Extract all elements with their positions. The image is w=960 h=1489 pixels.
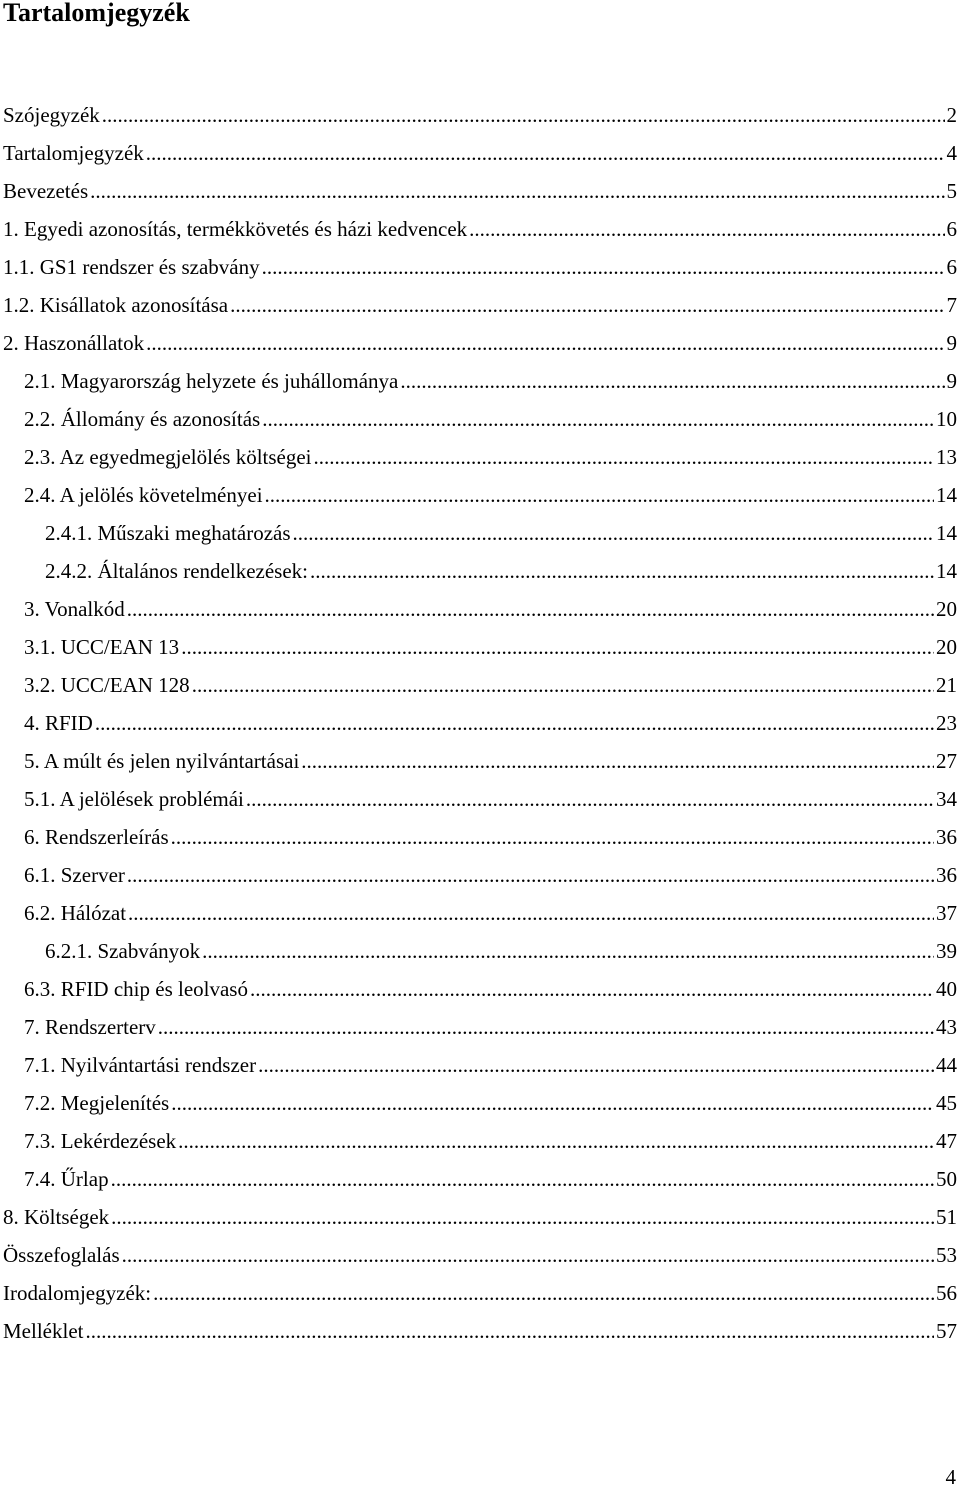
toc-entry-page: 37 xyxy=(936,901,957,925)
toc-entry-label: Összefoglalás xyxy=(3,1243,120,1267)
toc-entry-label: 3.1. UCC/EAN 13 xyxy=(24,635,180,659)
toc-entry-label: Melléklet xyxy=(3,1319,84,1343)
toc-entry[interactable] xyxy=(3,704,957,742)
toc-entry-page: 4 xyxy=(946,141,957,165)
dot-leader xyxy=(262,248,945,286)
dot-leader xyxy=(111,1198,934,1236)
toc-entry-page: 36 xyxy=(936,863,957,887)
toc-entry-label: Bevezetés xyxy=(3,179,89,203)
toc-entry-page: 56 xyxy=(936,1281,957,1305)
dot-leader xyxy=(171,1084,934,1122)
toc-entry-page: 57 xyxy=(936,1319,957,1343)
dot-leader xyxy=(192,666,934,704)
dot-leader xyxy=(301,742,934,780)
dot-leader xyxy=(202,932,934,970)
toc-entry-page: 13 xyxy=(936,445,957,469)
toc-entry[interactable] xyxy=(3,742,957,780)
toc-entry[interactable] xyxy=(3,438,957,476)
toc-entry-page: 6 xyxy=(946,217,957,241)
toc-entry-page: 14 xyxy=(936,559,957,583)
dot-leader xyxy=(293,514,934,552)
toc-entry-label: 7.4. Űrlap xyxy=(24,1167,109,1191)
dot-leader xyxy=(250,970,934,1008)
toc-entry-page: 40 xyxy=(936,977,957,1001)
toc-entry-label: 2.3. Az egyedmegjelölés költségei xyxy=(24,445,312,469)
toc-entry[interactable] xyxy=(3,286,957,324)
toc-entry[interactable] xyxy=(3,400,957,438)
toc-entry-page: 43 xyxy=(936,1015,957,1039)
toc-entry-page: 23 xyxy=(936,711,957,735)
toc-entry[interactable] xyxy=(3,1122,957,1160)
dot-leader xyxy=(246,780,934,818)
toc-entry[interactable] xyxy=(3,894,957,932)
toc-entry-label: 2.1. Magyarország helyzete és juhállománya xyxy=(24,369,399,393)
toc-entry[interactable] xyxy=(3,210,957,248)
toc-entry-label: 2.4.2. Általános rendelkezések: xyxy=(45,559,308,583)
toc-entry[interactable] xyxy=(3,932,957,970)
toc-entry[interactable] xyxy=(3,96,957,134)
toc-entry[interactable] xyxy=(3,362,957,400)
toc-entry[interactable] xyxy=(3,666,957,704)
toc-entry-page: 36 xyxy=(936,825,957,849)
toc-entry[interactable] xyxy=(3,514,957,552)
toc-entry-label: 8. Költségek xyxy=(3,1205,110,1229)
toc-entry-label: 6. Rendszerleírás xyxy=(24,825,169,849)
dot-leader xyxy=(158,1008,934,1046)
toc-entry-page: 7 xyxy=(946,293,957,317)
toc-entry-label: Irodalomjegyzék: xyxy=(3,1281,152,1305)
dot-leader xyxy=(262,400,934,438)
toc-entry-label: 2.2. Állomány és azonosítás xyxy=(24,407,261,431)
toc-entry[interactable] xyxy=(3,780,957,818)
toc-entry-label: 5. A múlt és jelen nyilvántartásai xyxy=(24,749,300,773)
dot-leader xyxy=(90,172,944,210)
dot-leader xyxy=(95,704,934,742)
toc-entry-label: 7. Rendszerterv xyxy=(24,1015,156,1039)
dot-leader xyxy=(469,210,944,248)
toc-entry[interactable] xyxy=(3,1198,957,1236)
dot-leader xyxy=(258,1046,934,1084)
dot-leader xyxy=(122,1236,934,1274)
toc-entry-label: 7.1. Nyilvántartási rendszer xyxy=(24,1053,257,1077)
dot-leader xyxy=(181,628,934,666)
dot-leader xyxy=(111,1160,934,1198)
toc-entry-label: 2.4. A jelölés követelményei xyxy=(24,483,263,507)
toc-entry[interactable] xyxy=(3,1046,957,1084)
toc-entry[interactable] xyxy=(3,1008,957,1046)
dot-leader xyxy=(265,476,934,514)
toc-entry[interactable] xyxy=(3,590,957,628)
toc-entry[interactable] xyxy=(3,324,957,362)
dot-leader xyxy=(85,1312,934,1350)
toc-entry-page: 6 xyxy=(946,255,957,279)
toc-entry-page: 20 xyxy=(936,635,957,659)
toc-entry-label: 3. Vonalkód xyxy=(24,597,125,621)
toc-entry-page: 2 xyxy=(946,103,957,127)
toc-entry-page: 14 xyxy=(936,521,957,545)
toc-entry[interactable] xyxy=(3,134,957,172)
toc-entry[interactable] xyxy=(3,628,957,666)
page-number: 4 xyxy=(945,1465,956,1489)
toc-entry-label: 6.3. RFID chip és leolvasó xyxy=(24,977,248,1001)
dot-leader xyxy=(230,286,944,324)
dot-leader xyxy=(127,856,934,894)
dot-leader xyxy=(400,362,944,400)
dot-leader xyxy=(146,134,945,172)
toc-entry-label: 1. Egyedi azonosítás, termékkövetés és házi kedvencek xyxy=(3,217,468,241)
dot-leader xyxy=(178,1122,934,1160)
toc-entry-page: 44 xyxy=(936,1053,957,1077)
dot-leader xyxy=(171,818,934,856)
toc-entry-label: 3.2. UCC/EAN 128 xyxy=(24,673,190,697)
toc-entry-page: 34 xyxy=(936,787,957,811)
toc-entry-page: 21 xyxy=(936,673,957,697)
toc-entry-page: 47 xyxy=(936,1129,957,1153)
toc-entry-label: 6.2.1. Szabványok xyxy=(45,939,201,963)
toc-entry[interactable] xyxy=(3,970,957,1008)
toc-entry-label: 2.4.1. Műszaki meghatározás xyxy=(45,521,291,545)
toc-entry-label: 7.3. Lekérdezések xyxy=(24,1129,177,1153)
dot-leader xyxy=(146,324,944,362)
dot-leader xyxy=(153,1274,934,1312)
dot-leader xyxy=(102,96,945,134)
toc-entry-page: 45 xyxy=(936,1091,957,1115)
toc-entry-label: 1.2. Kisállatok azonosítása xyxy=(3,293,229,317)
toc-entry-page: 9 xyxy=(946,369,957,393)
toc-entry-page: 53 xyxy=(936,1243,957,1267)
toc-entry[interactable] xyxy=(3,172,957,210)
toc-entry-label: 6.1. Szerver xyxy=(24,863,125,887)
toc-entry-label: Szójegyzék xyxy=(3,103,100,127)
toc-entry-page: 5 xyxy=(946,179,957,203)
toc-entry-label: 1.1. GS1 rendszer és szabvány xyxy=(3,255,260,279)
toc-entry[interactable] xyxy=(3,248,957,286)
toc-entry-page: 10 xyxy=(936,407,957,431)
toc-entry-page: 51 xyxy=(936,1205,957,1229)
toc-entry-label: 6.2. Hálózat xyxy=(24,901,127,925)
toc-entry-label: 2. Haszonállatok xyxy=(3,331,145,355)
toc-entry-page: 39 xyxy=(936,939,957,963)
toc-entry[interactable] xyxy=(3,1274,957,1312)
toc-entry[interactable] xyxy=(3,1160,957,1198)
page-title: Tartalomjegyzék xyxy=(3,0,190,27)
toc-entry-page: 27 xyxy=(936,749,957,773)
toc-entry-page: 9 xyxy=(946,331,957,355)
toc-entry-page: 20 xyxy=(936,597,957,621)
table-of-contents xyxy=(3,96,957,1350)
toc-entry[interactable] xyxy=(3,1084,957,1122)
toc-entry-page: 14 xyxy=(936,483,957,507)
toc-entry-label: 4. RFID xyxy=(24,711,93,735)
dot-leader xyxy=(128,894,934,932)
toc-entry-page: 50 xyxy=(936,1167,957,1191)
toc-entry-label: Tartalomjegyzék xyxy=(3,141,144,165)
toc-entry-label: 5.1. A jelölések problémái xyxy=(24,787,244,811)
toc-entry-label: 7.2. Megjelenítés xyxy=(24,1091,170,1115)
dot-leader xyxy=(314,438,934,476)
toc-entry[interactable] xyxy=(3,476,957,514)
dot-leader xyxy=(127,590,934,628)
toc-entry[interactable] xyxy=(3,1236,957,1274)
toc-entry[interactable] xyxy=(3,1312,957,1350)
toc-entry[interactable] xyxy=(3,856,957,894)
toc-entry[interactable] xyxy=(3,552,957,590)
dot-leader xyxy=(310,552,934,590)
toc-entry[interactable] xyxy=(3,818,957,856)
